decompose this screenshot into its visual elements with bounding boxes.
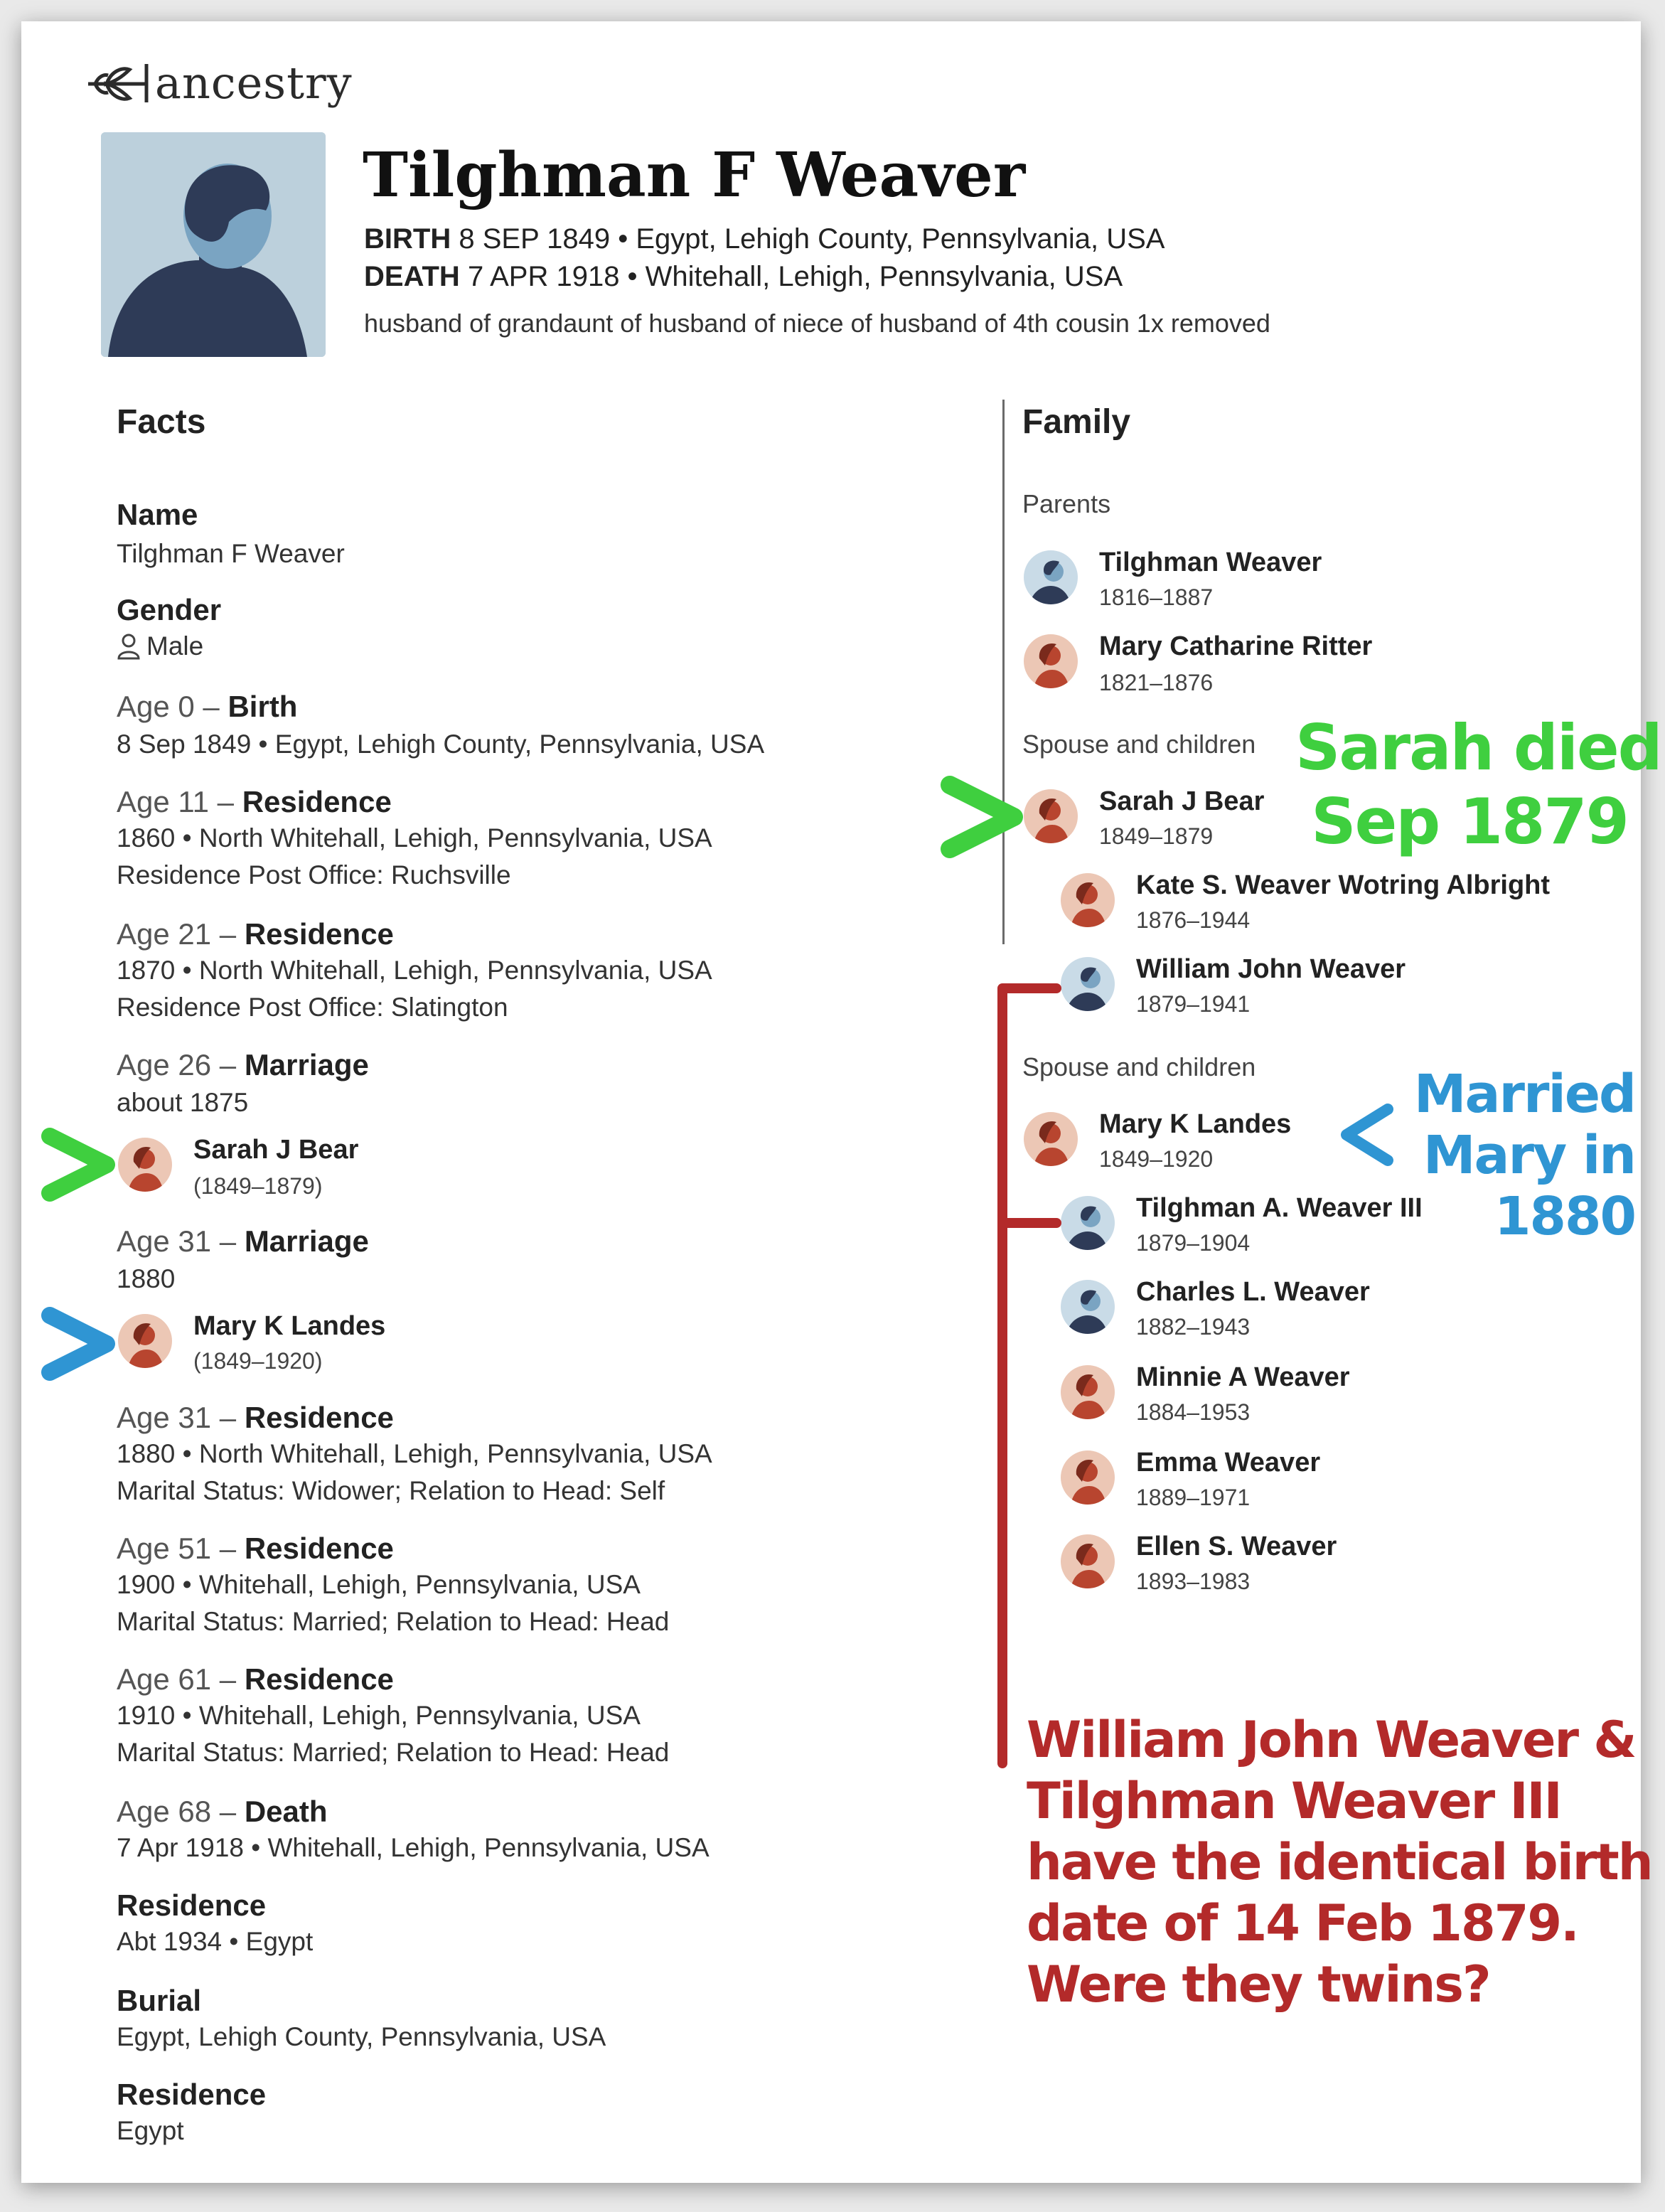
family-title: Family: [1022, 403, 1131, 441]
fact-event-line: Marital Status: Widower; Relation to Head: Self: [117, 1476, 665, 1505]
fact-event-line: about 1875: [117, 1088, 249, 1117]
fact-extra-label: Residence: [117, 2078, 267, 2111]
death-value: 7 APR 1918 • Whitehall, Lehigh, Pennsylvania, USA: [467, 261, 1123, 292]
child-dates: 1889–1971: [1136, 1485, 1251, 1510]
fact-event-line: 1860 • North Whitehall, Lehigh, Pennsylvania, USA: [117, 823, 712, 853]
fact-event-line: 1910 • Whitehall, Lehigh, Pennsylvania, USA: [117, 1701, 641, 1730]
parents-label: Parents: [1022, 489, 1111, 518]
female-silhouette-icon: [118, 1314, 172, 1368]
fact-event-heading: Age 31 – Residence: [117, 1401, 394, 1434]
birth-value: 8 SEP 1849 • Egypt, Lehigh County, Pennsylvania, USA: [459, 223, 1165, 255]
fact-extra-value: Egypt, Lehigh County, Pennsylvania, USA: [117, 2022, 606, 2051]
spouse-name-link[interactable]: Mary K Landes: [193, 1311, 386, 1341]
gender-text: Male: [146, 631, 204, 661]
fact-gender-label: Gender: [117, 593, 222, 626]
person-icon: [117, 633, 141, 660]
spouse-dates: 1849–1879: [1099, 823, 1214, 849]
fact-event-heading: Age 51 – Residence: [117, 1532, 394, 1565]
fact-extra-label: Residence: [117, 1888, 267, 1922]
annotation-married-mary: Married Mary in 1880: [1413, 1064, 1635, 1247]
male-silhouette-icon: [101, 132, 326, 357]
fact-event-heading: Age 68 – Death: [117, 1795, 328, 1828]
child-name-link[interactable]: Minnie A Weaver: [1136, 1362, 1350, 1392]
parent-dates: 1821–1876: [1099, 670, 1214, 695]
spouse-children-label: Spouse and children: [1022, 1052, 1256, 1081]
facts-title: Facts: [117, 403, 206, 441]
fact-gender-value: [117, 631, 203, 661]
red-bracket-connector: [967, 967, 1081, 1785]
person-name: Tilghman F Weaver: [363, 139, 1026, 211]
spouse-dates: 1849–1920: [1099, 1146, 1214, 1172]
spouse-name-link[interactable]: Sarah J Bear: [193, 1135, 359, 1165]
fact-event-heading: Age 61 – Residence: [117, 1662, 394, 1696]
green-chevron-icon: [37, 1122, 122, 1207]
fact-extra-value: Egypt: [117, 2116, 184, 2145]
fact-event-line: 8 Sep 1849 • Egypt, Lehigh County, Pennsylvania, USA: [117, 730, 765, 759]
child-name-link[interactable]: Ellen S. Weaver: [1136, 1532, 1337, 1561]
ancestry-logo[interactable]: [85, 54, 353, 111]
fact-event-line: 1880: [117, 1264, 176, 1293]
fact-event-heading: Age 31 – Marriage: [117, 1224, 369, 1258]
parent-avatar[interactable]: [1024, 634, 1078, 688]
death-label: DEATH: [364, 261, 460, 292]
child-dates: 1879–1941: [1136, 991, 1251, 1017]
death-summary: [364, 261, 1123, 293]
fact-event-heading: Age 11 – Residence: [117, 785, 392, 818]
annotation-sarah-died: Sarah died Sep 1879: [1295, 711, 1661, 858]
child-name-link[interactable]: Kate S. Weaver Wotring Albright: [1136, 870, 1551, 900]
child-dates: 1882–1943: [1136, 1314, 1251, 1340]
female-silhouette-icon: [1061, 873, 1115, 927]
fact-event-heading: Age 26 – Marriage: [117, 1048, 369, 1081]
spouse-name-link[interactable]: Sarah J Bear: [1099, 786, 1265, 816]
spouse-avatar[interactable]: [1024, 789, 1078, 843]
child-name-link[interactable]: Emma Weaver: [1136, 1448, 1321, 1478]
spouse-dates: (1849–1920): [193, 1348, 323, 1374]
parent-dates: 1816–1887: [1099, 584, 1214, 610]
fact-extra-label: Burial: [117, 1984, 202, 2017]
fact-name-label: Name: [117, 498, 198, 531]
female-silhouette-icon: [118, 1138, 172, 1192]
parent-name-link[interactable]: Mary Catharine Ritter: [1099, 631, 1373, 661]
female-silhouette-icon: [1024, 634, 1078, 688]
fact-event-heading: Age 0 – Birth: [117, 690, 298, 723]
child-name-link[interactable]: Tilghman A. Weaver III: [1136, 1193, 1423, 1223]
fact-event-line: Marital Status: Married; Relation to Head: Head: [117, 1607, 670, 1636]
spouse-name-link[interactable]: Mary K Landes: [1099, 1109, 1292, 1139]
spouse-avatar[interactable]: [118, 1314, 172, 1368]
birth-summary: [364, 223, 1165, 255]
female-silhouette-icon: [1024, 789, 1078, 843]
annotation-twins-question: William John Weaver & Tilghman Weaver III have the identical birth date of 14 Feb 1879. Were they twins?: [1027, 1711, 1652, 2014]
child-dates: 1884–1953: [1136, 1399, 1251, 1425]
child-name-link[interactable]: Charles L. Weaver: [1136, 1277, 1370, 1307]
brand-name: ancestry: [155, 56, 353, 109]
fact-event-line: Marital Status: Married; Relation to Head: Head: [117, 1738, 670, 1767]
fact-event-line: 1880 • North Whitehall, Lehigh, Pennsylvania, USA: [117, 1439, 712, 1468]
child-dates: 1893–1983: [1136, 1569, 1251, 1594]
page: [21, 21, 1661, 2183]
birth-label: BIRTH: [364, 223, 451, 255]
fact-name-value: Tilghman F Weaver: [117, 539, 345, 568]
spouse-dates: (1849–1879): [193, 1173, 323, 1199]
child-dates: 1879–1904: [1136, 1230, 1251, 1256]
blue-chevron-icon: [37, 1301, 122, 1386]
spouse-children-label: Spouse and children: [1022, 730, 1256, 759]
child-avatar[interactable]: [1061, 873, 1115, 927]
child-name-link[interactable]: William John Weaver: [1136, 954, 1406, 984]
fact-event-line: 1900 • Whitehall, Lehigh, Pennsylvania, USA: [117, 1570, 641, 1599]
fact-event-line: Residence Post Office: Ruchsville: [117, 860, 511, 889]
spouse-avatar[interactable]: [118, 1138, 172, 1192]
fact-extra-value: Abt 1934 • Egypt: [117, 1927, 314, 1956]
parent-name-link[interactable]: Tilghman Weaver: [1099, 547, 1322, 577]
fact-event-line: Residence Post Office: Slatington: [117, 993, 508, 1022]
fact-event-line: 1870 • North Whitehall, Lehigh, Pennsylvania, USA: [117, 956, 712, 985]
child-dates: 1876–1944: [1136, 907, 1251, 933]
green-chevron-icon: [936, 769, 1031, 865]
parent-avatar[interactable]: [1024, 550, 1078, 604]
fact-event-line: 7 Apr 1918 • Whitehall, Lehigh, Pennsylvania, USA: [117, 1833, 710, 1862]
leaf-icon: [85, 60, 151, 105]
profile-photo-placeholder[interactable]: [101, 132, 326, 357]
relationship-text: husband of grandaunt of husband of niece of husband of 4th cousin 1x removed: [364, 309, 1270, 338]
fact-event-heading: Age 21 – Residence: [117, 917, 394, 951]
male-silhouette-icon: [1024, 550, 1078, 604]
